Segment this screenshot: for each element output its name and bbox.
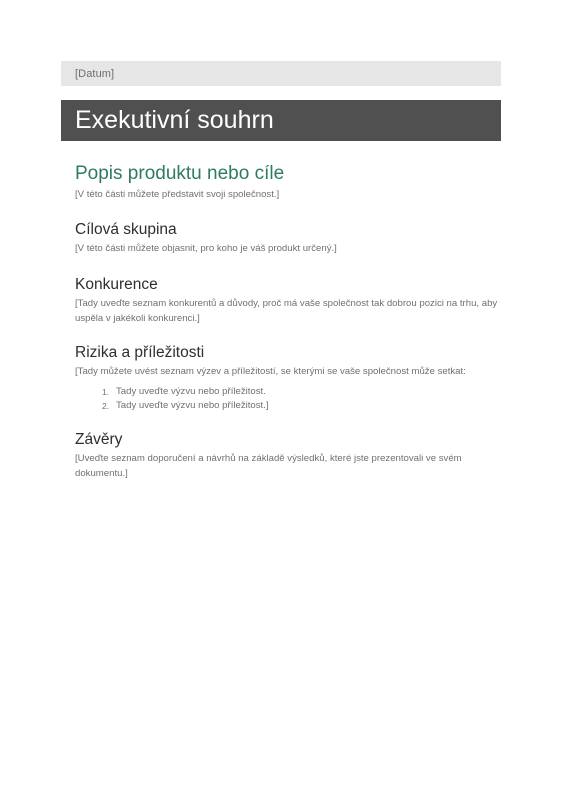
list-item[interactable] <box>102 385 501 399</box>
section-product-description <box>75 162 501 202</box>
section-heading[interactable]: Konkurence <box>75 276 158 293</box>
section-competition <box>75 275 501 326</box>
title-bar <box>61 100 501 141</box>
section-text[interactable]: [V této části můžete představit svoji společnost.] <box>75 189 280 200</box>
list-number: 1. <box>102 387 110 397</box>
section-target-group <box>75 220 501 256</box>
document-title[interactable]: Exekutivní souhrn <box>75 106 274 134</box>
document-content <box>75 162 501 481</box>
list-item[interactable] <box>102 399 501 413</box>
section-conclusions <box>75 430 501 481</box>
section-text[interactable]: [Tady uveďte seznam konkurentů a důvody, proč má vaše společnost tak dobrou pozici na trhu, aby uspěla v jakékoli konkurenci.] <box>75 298 498 324</box>
list-item-text: Tady uveďte výzvu nebo příležitost. <box>116 386 266 397</box>
section-text[interactable]: [V této části můžete objasnit, pro koho je váš produkt určený.] <box>75 243 337 254</box>
section-heading[interactable]: Závěry <box>75 431 123 448</box>
section-heading[interactable]: Popis produktu nebo cíle <box>75 163 285 184</box>
section-text[interactable]: [Uveďte seznam doporučení a návrhů na základě výsledků, které jste prezentovali ve svém dokumentu.] <box>75 453 462 479</box>
section-text[interactable]: [Tady můžete uvést seznam výzev a příležitostí, se kterými se vaše společnost může setkat: <box>75 366 466 377</box>
date-bar <box>61 61 501 86</box>
section-heading[interactable]: Cílová skupina <box>75 221 177 238</box>
list-number: 2. <box>102 401 110 411</box>
section-risks-opportunities <box>75 343 501 413</box>
section-heading[interactable]: Rizika a příležitosti <box>75 344 205 361</box>
list-item-text: Tady uveďte výzvu nebo příležitost.] <box>116 400 269 411</box>
numbered-list <box>75 385 501 413</box>
date-placeholder[interactable]: [Datum] <box>75 67 115 80</box>
